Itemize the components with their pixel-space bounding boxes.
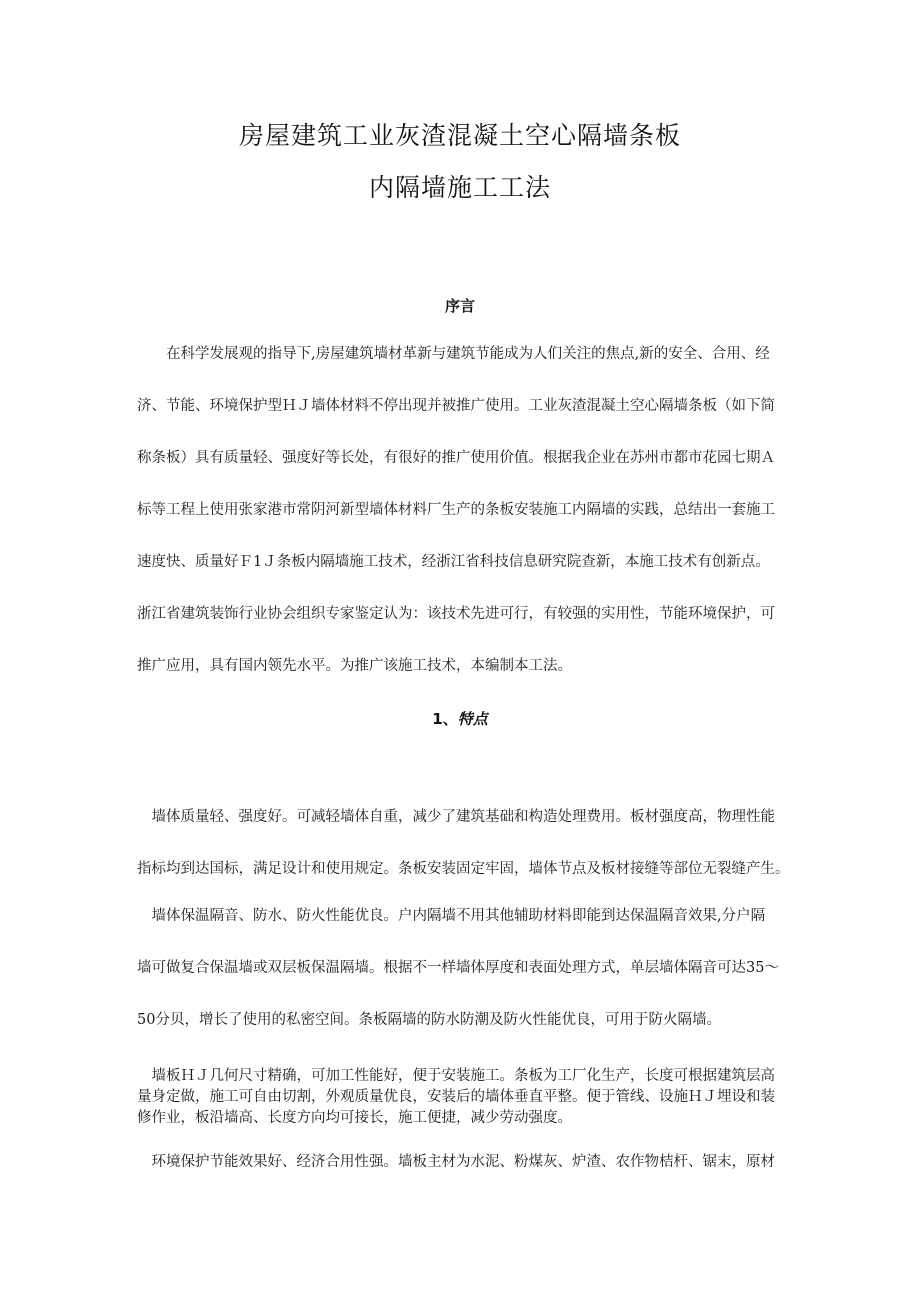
document-title-line-2: 内隔墙施工工法	[368, 173, 551, 202]
text-line: 墙体保温隔音、防水、防火性能优良。户内隔墙不用其他辅助材料即能到达保温隔音效果,分户隔	[137, 908, 766, 924]
document-title-line-1: 房屋建筑工业灰渣混凝土空心隔墙条板	[238, 121, 681, 150]
text-line: 推广应用，具有国内领先水平。为推广该施工技术，本编制本工法。	[137, 658, 572, 674]
text-line: 环境保护节能效果好、经济合用性强。墙板主材为水泥、粉煤灰、炉渣、农作物桔杆、锯末，原材	[137, 1154, 775, 1170]
text-line: 墙可做复合保温墙或双层板保温隔墙。根据不一样墙体厚度和表面处理方式，单层墙体隔音可达35～	[137, 960, 779, 976]
text-line: 修作业，板沿墙高、长度方向均可接长，施工便捷，减少劳动强度。	[137, 1110, 572, 1126]
feature-paragraph-3	[137, 1066, 789, 1129]
text-line: 济、节能、环境保护型ＨＪ墙体材料不停出现并被推广使用。工业灰渣混凝土空心隔墙条板（如下简	[137, 398, 775, 414]
text-line: 50分贝，增长了使用的私密空间。条板隔墙的防水防潮及防火性能优良，可用于防火隔墙。	[137, 1012, 721, 1028]
preface-heading: 序言	[444, 297, 475, 315]
text-line: 称条板）具有质量轻、强度好等长处，有很好的推广使用价值。根据我企业在苏州市都市花园七期Ａ	[137, 450, 775, 466]
text-line: 浙江省建筑装饰行业协会组织专家鉴定认为：该技术先进可行，有较强的实用性，节能环境保护，可	[137, 606, 775, 622]
features-heading	[0, 708, 920, 729]
feature-paragraph-2	[137, 904, 789, 1060]
text-line: 在科学发展观的指导下,房屋建筑墙材革新与建筑节能成为人们关注的焦点,新的安全、合用、经	[137, 346, 770, 362]
text-line: 指标均到达国标，满足设计和使用规定。条板安装固定牢固，墙体节点及板材接缝等部位无裂缝产生。	[137, 861, 789, 877]
text-line: 标等工程上使用张家港市常阴河新型墙体材料厂生产的条板安装施工内隔墙的实践，总结出一套施工	[137, 502, 775, 518]
feature-paragraph-4	[137, 1152, 789, 1173]
text-line: 墙板ＨＪ几何尺寸精确，可加工性能好，便于安装施工。条板为工厂化生产，长度可根据建筑层高	[137, 1068, 775, 1084]
text-line: 墙体质量轻、强度好。可减轻墙体自重，减少了建筑基础和构造处理费用。板材强度高，物理性能	[137, 809, 775, 825]
feature-paragraph-1	[137, 805, 789, 909]
preface-paragraph	[137, 342, 789, 706]
section-title: 特点	[457, 710, 488, 728]
text-line: 速度快、质量好Ｆ1Ｊ条板内隔墙施工技术，经浙江省科技信息研究院查新，本施工技术有创新点。	[137, 554, 770, 570]
text-line: 量身定做，施工可自由切割，外观质量优良，安装后的墙体垂直平整。便于管线、设施ＨＪ埋设和装	[137, 1089, 775, 1105]
section-number: 1、	[432, 710, 458, 728]
